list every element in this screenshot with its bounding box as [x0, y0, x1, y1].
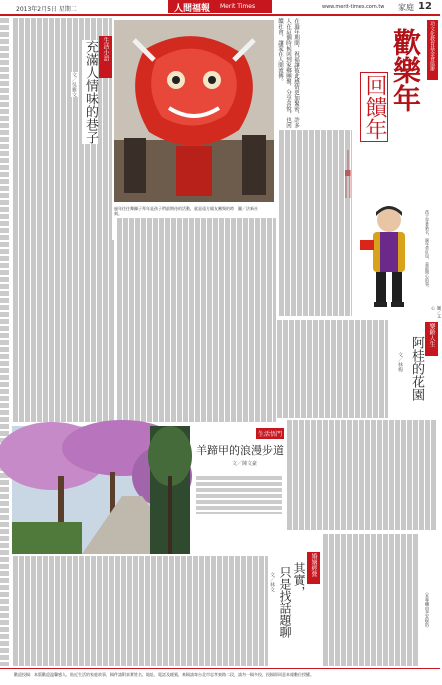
masthead-site: www.merit-times.com.tw	[322, 4, 385, 10]
article-flowers-author: 文／陳文豪	[232, 461, 258, 467]
feature-intro	[276, 18, 350, 130]
article-garden-tag: 樂齡人生	[425, 322, 438, 356]
footer-text: 歡迎投稿：本版歡迎溫馨感人、貼近生活的家庭故事，稿件請附真實姓名、地址、電話及帳號，來稿請寄台北市忠孝東路二段，請勿一稿多投，投稿即同意本報數位授權。	[14, 672, 314, 677]
masthead-date: 2013年2月5日 星期二	[16, 6, 77, 13]
article-chat-title-line1: 其實，	[292, 562, 306, 598]
column-text-middle-right	[278, 130, 352, 316]
column-text-bottom	[12, 556, 268, 666]
article-chat-tag: 婚姻經營	[307, 552, 320, 584]
footer-bar	[0, 668, 440, 685]
column-text-chat	[322, 534, 418, 666]
article-garden-author: 文／林梅	[397, 352, 403, 372]
boy-photo	[356, 200, 418, 316]
article-flowers-tag: 生活悟門	[256, 428, 284, 439]
column-text-lower-right	[286, 420, 436, 530]
masthead-section: 家庭	[398, 3, 414, 12]
feature-title-block	[352, 20, 438, 200]
article-alley-tag: 生活小語	[99, 36, 112, 78]
article-chat	[270, 552, 320, 666]
masthead-logo-bar	[168, 0, 272, 13]
masthead	[0, 0, 440, 16]
feature-intro-text: 在過年期間，祝福讓彼此感情更加緊密，許多人在這個時候回到家鄉團聚，分享喜悅，也回饋社會，讓愛在人間流傳。	[277, 18, 299, 128]
article-garden	[390, 322, 438, 418]
boy-photo-caption: 孩子穿著新衣，過年拿紅包，是最開心的事。	[425, 210, 430, 290]
feature-title-joy: 歡樂年	[389, 28, 422, 112]
tree-photo	[150, 426, 190, 554]
column-text-middle-center	[116, 218, 276, 422]
lion-photo-credit: 圖／法新社	[238, 206, 258, 211]
article-flowers-title: 羊蹄甲的浪漫步道	[196, 444, 284, 457]
left-edge-text	[0, 16, 9, 666]
article-flowers	[192, 428, 284, 558]
article-alley	[60, 36, 112, 206]
article-alley-title: 充滿人情味的巷子	[83, 40, 98, 144]
lion-dance-photo	[114, 20, 274, 202]
feature-tag: 功文化教育基金會協辦	[427, 20, 438, 80]
masthead-page-number: 12	[418, 1, 432, 12]
article-garden-title: 阿桂的花園	[409, 336, 424, 401]
article-chat-note: （本專欄由李安提供）	[425, 590, 430, 630]
masthead-logo-en: Merit Times	[220, 3, 256, 10]
column-text-middle-left	[12, 240, 114, 422]
article-flowers-excerpt	[196, 474, 282, 514]
article-chat-title-line2: 只是找話題聊	[278, 566, 292, 638]
article-alley-author: 文／吳雅文	[71, 72, 77, 97]
column-text-garden	[276, 320, 388, 418]
boy-photo-credit: 圖／文心	[431, 306, 442, 318]
masthead-logo: 人間福報	[174, 4, 211, 14]
lion-photo-caption: 過年往往舞獅子拜年是孩子們最期待的活動，就是遠方親友團聚的時刻。	[114, 206, 234, 216]
feature-title-giveback: 回饋年	[362, 74, 387, 140]
article-chat-author: 文／林文	[269, 572, 275, 592]
